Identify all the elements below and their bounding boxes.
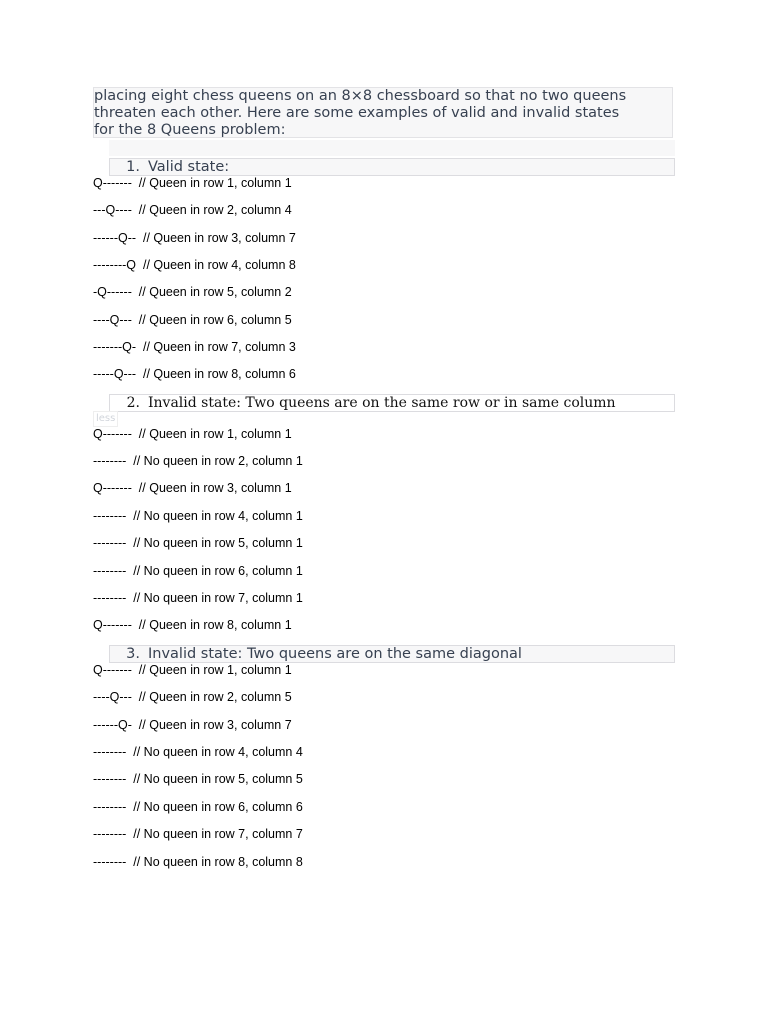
code-line: -------- // No queen in row 7, column 1 — [93, 591, 303, 605]
code-line: -Q------ // Queen in row 5, column 2 — [93, 285, 292, 299]
code-line: -------- // No queen in row 2, column 1 — [93, 454, 303, 468]
code-line: -------- // No queen in row 8, column 8 — [93, 855, 303, 869]
code-line: Q------- // Queen in row 8, column 1 — [93, 618, 292, 632]
intro-line: threaten each other. Here are some examples of valid and invalid states — [94, 105, 620, 121]
code-line: ----Q--- // Queen in row 6, column 5 — [93, 313, 292, 327]
code-line: -------- // No queen in row 4, column 1 — [93, 509, 303, 523]
section-number: 1. — [126, 159, 140, 175]
code-line: -------- // No queen in row 4, column 4 — [93, 745, 303, 759]
section-title: Valid state: — [148, 159, 230, 175]
intro-line: placing eight chess queens on an 8×8 chessboard so that no two queens — [94, 88, 627, 104]
intro-paragraph — [93, 87, 673, 138]
section-heading-valid — [109, 158, 675, 176]
code-line: --------Q // Queen in row 4, column 8 — [93, 258, 296, 272]
section-heading-invalid-diagonal — [109, 645, 675, 663]
code-line: Q------- // Queen in row 1, column 1 — [93, 427, 292, 441]
code-line: -------- // No queen in row 6, column 6 — [93, 800, 303, 814]
code-line: ------Q-- // Queen in row 3, column 7 — [93, 231, 296, 245]
section-number: 2. — [126, 395, 140, 411]
code-line: ----Q--- // Queen in row 2, column 5 — [93, 690, 292, 704]
code-line: -------- // No queen in row 6, column 1 — [93, 564, 303, 578]
code-line: Q------- // Queen in row 1, column 1 — [93, 663, 292, 677]
code-line: -------- // No queen in row 7, column 7 — [93, 827, 303, 841]
code-line: ---Q---- // Queen in row 2, column 4 — [93, 203, 292, 217]
section-heading-invalid-row-column — [109, 394, 675, 412]
code-line: Q------- // Queen in row 1, column 1 — [93, 176, 292, 190]
code-line: -------- // No queen in row 5, column 5 — [93, 772, 303, 786]
code-line: -------Q- // Queen in row 7, column 3 — [93, 340, 296, 354]
section-number: 3. — [126, 646, 140, 662]
code-line: -----Q--- // Queen in row 8, column 6 — [93, 367, 296, 381]
code-line: ------Q- // Queen in row 3, column 7 — [93, 718, 292, 732]
intro-line: for the 8 Queens problem: — [94, 122, 286, 138]
paragraph-spacer — [109, 140, 675, 156]
section-title: Invalid state: Two queens are on the same diagonal — [148, 646, 522, 662]
section-title: Invalid state: Two queens are on the same row or in same column — [148, 395, 616, 411]
code-line: Q------- // Queen in row 3, column 1 — [93, 481, 292, 495]
code-language-label: less — [93, 411, 118, 427]
code-line: -------- // No queen in row 5, column 1 — [93, 536, 303, 550]
